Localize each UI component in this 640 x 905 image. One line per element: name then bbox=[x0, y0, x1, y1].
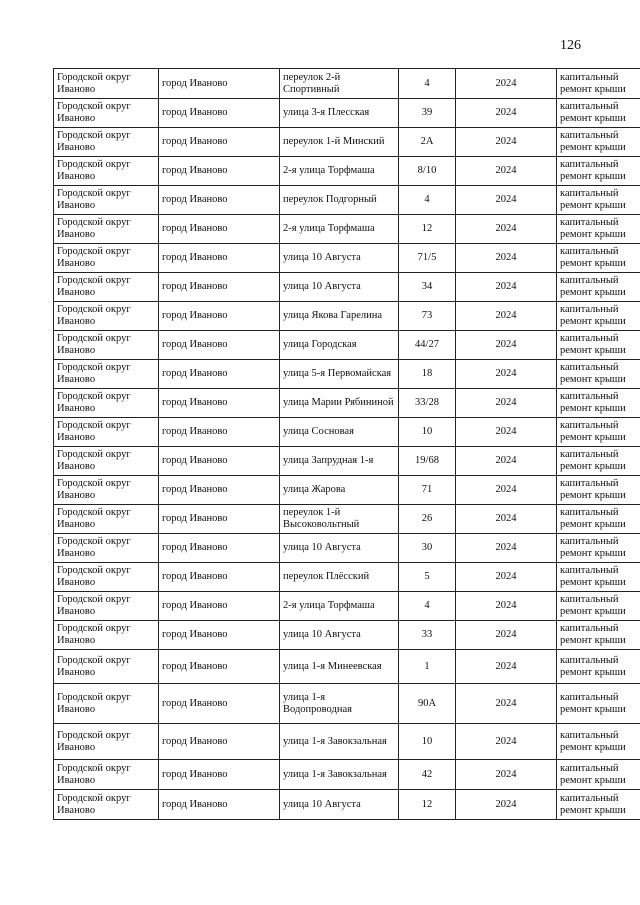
table-row bbox=[54, 389, 640, 418]
street-cell: улица Сосновая bbox=[280, 418, 399, 447]
okrug-cell: Городской округ Иваново bbox=[54, 534, 159, 563]
street-cell: улица 1-я Водопроводная bbox=[280, 684, 399, 724]
table-row bbox=[54, 302, 640, 331]
okrug-cell: Городской округ Иваново bbox=[54, 476, 159, 505]
work-type-cell: капитальный ремонт крыши bbox=[557, 418, 640, 447]
table-row bbox=[54, 273, 640, 302]
year-cell: 2024 bbox=[456, 447, 557, 476]
city-cell: город Иваново bbox=[159, 273, 280, 302]
table-row bbox=[54, 563, 640, 592]
street-cell: улица Жарова bbox=[280, 476, 399, 505]
year-cell: 2024 bbox=[456, 128, 557, 157]
work-type-cell: капитальный ремонт крыши bbox=[557, 724, 640, 760]
work-type-cell: капитальный ремонт крыши bbox=[557, 302, 640, 331]
street-cell: улица Якова Гарелина bbox=[280, 302, 399, 331]
city-cell: город Иваново bbox=[159, 760, 280, 790]
year-cell: 2024 bbox=[456, 684, 557, 724]
work-type-cell: капитальный ремонт крыши bbox=[557, 505, 640, 534]
city-cell: город Иваново bbox=[159, 186, 280, 215]
street-cell: улица 10 Августа bbox=[280, 273, 399, 302]
house-number-cell: 30 bbox=[399, 534, 456, 563]
okrug-cell: Городской округ Иваново bbox=[54, 157, 159, 186]
work-type-cell: капитальный ремонт крыши bbox=[557, 157, 640, 186]
okrug-cell: Городской округ Иваново bbox=[54, 621, 159, 650]
city-cell: город Иваново bbox=[159, 476, 280, 505]
okrug-cell: Городской округ Иваново bbox=[54, 215, 159, 244]
house-number-cell: 19/68 bbox=[399, 447, 456, 476]
table-row bbox=[54, 244, 640, 273]
year-cell: 2024 bbox=[456, 476, 557, 505]
year-cell: 2024 bbox=[456, 273, 557, 302]
house-number-cell: 12 bbox=[399, 790, 456, 820]
street-cell: улица 1-я Завокзальная bbox=[280, 724, 399, 760]
work-type-cell: капитальный ремонт крыши bbox=[557, 186, 640, 215]
table-row bbox=[54, 157, 640, 186]
table-row bbox=[54, 476, 640, 505]
okrug-cell: Городской округ Иваново bbox=[54, 389, 159, 418]
street-cell: улица Марии Рябининой bbox=[280, 389, 399, 418]
city-cell: город Иваново bbox=[159, 621, 280, 650]
city-cell: город Иваново bbox=[159, 592, 280, 621]
year-cell: 2024 bbox=[456, 621, 557, 650]
year-cell: 2024 bbox=[456, 418, 557, 447]
house-number-cell: 33 bbox=[399, 621, 456, 650]
street-cell: улица 10 Августа bbox=[280, 244, 399, 273]
year-cell: 2024 bbox=[456, 505, 557, 534]
house-number-cell: 8/10 bbox=[399, 157, 456, 186]
house-number-cell: 5 bbox=[399, 563, 456, 592]
work-type-cell: капитальный ремонт крыши bbox=[557, 215, 640, 244]
city-cell: город Иваново bbox=[159, 650, 280, 684]
work-type-cell: капитальный ремонт крыши bbox=[557, 534, 640, 563]
city-cell: город Иваново bbox=[159, 331, 280, 360]
house-number-cell: 33/28 bbox=[399, 389, 456, 418]
okrug-cell: Городской округ Иваново bbox=[54, 760, 159, 790]
year-cell: 2024 bbox=[456, 760, 557, 790]
street-cell: переулок 2-й Спортивный bbox=[280, 69, 399, 99]
work-type-cell: капитальный ремонт крыши bbox=[557, 244, 640, 273]
table-row bbox=[54, 621, 640, 650]
okrug-cell: Городской округ Иваново bbox=[54, 505, 159, 534]
house-number-cell: 71/5 bbox=[399, 244, 456, 273]
city-cell: город Иваново bbox=[159, 69, 280, 99]
city-cell: город Иваново bbox=[159, 724, 280, 760]
table-row bbox=[54, 69, 640, 99]
table-row bbox=[54, 650, 640, 684]
street-cell: улица 5-я Первомайская bbox=[280, 360, 399, 389]
street-cell: улица 1-я Завокзальная bbox=[280, 760, 399, 790]
work-type-cell: капитальный ремонт крыши bbox=[557, 760, 640, 790]
city-cell: город Иваново bbox=[159, 790, 280, 820]
table-row bbox=[54, 505, 640, 534]
city-cell: город Иваново bbox=[159, 563, 280, 592]
city-cell: город Иваново bbox=[159, 215, 280, 244]
okrug-cell: Городской округ Иваново bbox=[54, 244, 159, 273]
street-cell: улица 10 Августа bbox=[280, 534, 399, 563]
table-row bbox=[54, 447, 640, 476]
work-type-cell: капитальный ремонт крыши bbox=[557, 621, 640, 650]
table-row bbox=[54, 331, 640, 360]
table-row bbox=[54, 128, 640, 157]
city-cell: город Иваново bbox=[159, 418, 280, 447]
okrug-cell: Городской округ Иваново bbox=[54, 418, 159, 447]
year-cell: 2024 bbox=[456, 650, 557, 684]
street-cell: улица 1-я Минеевская bbox=[280, 650, 399, 684]
work-type-cell: капитальный ремонт крыши bbox=[557, 331, 640, 360]
okrug-cell: Городской округ Иваново bbox=[54, 563, 159, 592]
house-number-cell: 90А bbox=[399, 684, 456, 724]
table-row bbox=[54, 684, 640, 724]
house-number-cell: 4 bbox=[399, 69, 456, 99]
year-cell: 2024 bbox=[456, 302, 557, 331]
okrug-cell: Городской округ Иваново bbox=[54, 99, 159, 128]
street-cell: улица Городская bbox=[280, 331, 399, 360]
house-number-cell: 34 bbox=[399, 273, 456, 302]
work-type-cell: капитальный ремонт крыши bbox=[557, 684, 640, 724]
table-row bbox=[54, 360, 640, 389]
year-cell: 2024 bbox=[456, 99, 557, 128]
street-cell: улица Запрудная 1-я bbox=[280, 447, 399, 476]
year-cell: 2024 bbox=[456, 389, 557, 418]
house-number-cell: 4 bbox=[399, 592, 456, 621]
city-cell: город Иваново bbox=[159, 505, 280, 534]
house-number-cell: 71 bbox=[399, 476, 456, 505]
street-cell: улица 10 Августа bbox=[280, 790, 399, 820]
okrug-cell: Городской округ Иваново bbox=[54, 273, 159, 302]
house-number-cell: 42 bbox=[399, 760, 456, 790]
year-cell: 2024 bbox=[456, 244, 557, 273]
registry-table bbox=[53, 68, 640, 820]
street-cell: 2-я улица Торфмаша bbox=[280, 215, 399, 244]
city-cell: город Иваново bbox=[159, 99, 280, 128]
house-number-cell: 2А bbox=[399, 128, 456, 157]
okrug-cell: Городской округ Иваново bbox=[54, 331, 159, 360]
okrug-cell: Городской округ Иваново bbox=[54, 592, 159, 621]
okrug-cell: Городской округ Иваново bbox=[54, 69, 159, 99]
registry-table-body bbox=[54, 69, 640, 820]
city-cell: город Иваново bbox=[159, 244, 280, 273]
year-cell: 2024 bbox=[456, 360, 557, 389]
work-type-cell: капитальный ремонт крыши bbox=[557, 99, 640, 128]
table-row bbox=[54, 99, 640, 128]
city-cell: город Иваново bbox=[159, 360, 280, 389]
street-cell: улица 10 Августа bbox=[280, 621, 399, 650]
year-cell: 2024 bbox=[456, 790, 557, 820]
work-type-cell: капитальный ремонт крыши bbox=[557, 389, 640, 418]
work-type-cell: капитальный ремонт крыши bbox=[557, 476, 640, 505]
city-cell: город Иваново bbox=[159, 302, 280, 331]
okrug-cell: Городской округ Иваново bbox=[54, 360, 159, 389]
house-number-cell: 44/27 bbox=[399, 331, 456, 360]
table-row bbox=[54, 186, 640, 215]
work-type-cell: капитальный ремонт крыши bbox=[557, 563, 640, 592]
street-cell: 2-я улица Торфмаша bbox=[280, 592, 399, 621]
city-cell: город Иваново bbox=[159, 389, 280, 418]
year-cell: 2024 bbox=[456, 215, 557, 244]
house-number-cell: 10 bbox=[399, 724, 456, 760]
table-row bbox=[54, 724, 640, 760]
city-cell: город Иваново bbox=[159, 447, 280, 476]
okrug-cell: Городской округ Иваново bbox=[54, 790, 159, 820]
table-row bbox=[54, 534, 640, 563]
year-cell: 2024 bbox=[456, 69, 557, 99]
okrug-cell: Городской округ Иваново bbox=[54, 650, 159, 684]
table-row bbox=[54, 418, 640, 447]
house-number-cell: 12 bbox=[399, 215, 456, 244]
okrug-cell: Городской округ Иваново bbox=[54, 684, 159, 724]
street-cell: переулок Плёсский bbox=[280, 563, 399, 592]
year-cell: 2024 bbox=[456, 331, 557, 360]
street-cell: переулок 1-й Высоковольтный bbox=[280, 505, 399, 534]
work-type-cell: капитальный ремонт крыши bbox=[557, 273, 640, 302]
work-type-cell: капитальный ремонт крыши bbox=[557, 447, 640, 476]
house-number-cell: 26 bbox=[399, 505, 456, 534]
year-cell: 2024 bbox=[456, 724, 557, 760]
okrug-cell: Городской округ Иваново bbox=[54, 302, 159, 331]
year-cell: 2024 bbox=[456, 563, 557, 592]
city-cell: город Иваново bbox=[159, 534, 280, 563]
street-cell: улица 3-я Плесская bbox=[280, 99, 399, 128]
year-cell: 2024 bbox=[456, 186, 557, 215]
street-cell: переулок Подгорный bbox=[280, 186, 399, 215]
city-cell: город Иваново bbox=[159, 157, 280, 186]
okrug-cell: Городской округ Иваново bbox=[54, 724, 159, 760]
city-cell: город Иваново bbox=[159, 128, 280, 157]
year-cell: 2024 bbox=[456, 592, 557, 621]
house-number-cell: 73 bbox=[399, 302, 456, 331]
page-number: 126 bbox=[560, 38, 581, 53]
house-number-cell: 4 bbox=[399, 186, 456, 215]
city-cell: город Иваново bbox=[159, 684, 280, 724]
table-row bbox=[54, 760, 640, 790]
house-number-cell: 10 bbox=[399, 418, 456, 447]
table-row bbox=[54, 215, 640, 244]
table-row bbox=[54, 592, 640, 621]
work-type-cell: капитальный ремонт крыши bbox=[557, 650, 640, 684]
okrug-cell: Городской округ Иваново bbox=[54, 447, 159, 476]
work-type-cell: капитальный ремонт крыши bbox=[557, 69, 640, 99]
work-type-cell: капитальный ремонт крыши bbox=[557, 790, 640, 820]
street-cell: переулок 1-й Минский bbox=[280, 128, 399, 157]
house-number-cell: 1 bbox=[399, 650, 456, 684]
work-type-cell: капитальный ремонт крыши bbox=[557, 592, 640, 621]
house-number-cell: 39 bbox=[399, 99, 456, 128]
year-cell: 2024 bbox=[456, 157, 557, 186]
year-cell: 2024 bbox=[456, 534, 557, 563]
okrug-cell: Городской округ Иваново bbox=[54, 186, 159, 215]
street-cell: 2-я улица Торфмаша bbox=[280, 157, 399, 186]
work-type-cell: капитальный ремонт крыши bbox=[557, 128, 640, 157]
work-type-cell: капитальный ремонт крыши bbox=[557, 360, 640, 389]
table-row bbox=[54, 790, 640, 820]
okrug-cell: Городской округ Иваново bbox=[54, 128, 159, 157]
house-number-cell: 18 bbox=[399, 360, 456, 389]
